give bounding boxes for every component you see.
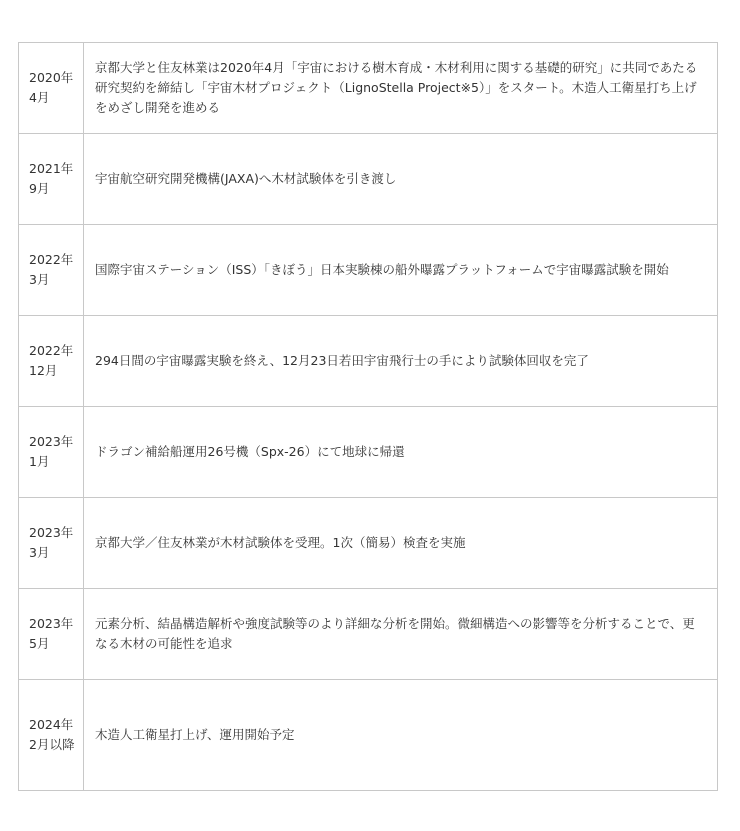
timeline-date: 2023年5月 (19, 589, 84, 680)
timeline-date: 2022年3月 (19, 225, 84, 316)
timeline-row (19, 134, 718, 225)
timeline-description: 木造人工衛星打上げ、運用開始予定 (84, 680, 718, 791)
timeline-description: 294日間の宇宙曝露実験を終え、12月23日若田宇宙飛行士の手により試験体回収を完了 (84, 316, 718, 407)
timeline-date: 2021年9月 (19, 134, 84, 225)
timeline-description: 元素分析、結晶構造解析や強度試験等のより詳細な分析を開始。微細構造への影響等を分析することで、更なる木材の可能性を追求 (84, 589, 718, 680)
timeline-row (19, 316, 718, 407)
timeline-row (19, 589, 718, 680)
timeline-description: 京都大学と住友林業は2020年4月「宇宙における樹木育成・木材利用に関する基礎的研究」に共同であたる研究契約を締結し「宇宙木材プロジェクト（LignoStella Project※5）」をスタート。木造人工衛星打ち上げをめざし開発を進める (84, 43, 718, 134)
timeline-row (19, 225, 718, 316)
timeline-date: 2022年12月 (19, 316, 84, 407)
timeline-row (19, 498, 718, 589)
timeline-date: 2023年1月 (19, 407, 84, 498)
timeline-row (19, 680, 718, 791)
timeline-row (19, 43, 718, 134)
timeline-row (19, 407, 718, 498)
timeline-description: 宇宙航空研究開発機構(JAXA)へ木材試験体を引き渡し (84, 134, 718, 225)
timeline-description: 国際宇宙ステーション（ISS）「きぼう」日本実験棟の船外曝露プラットフォームで宇宙曝露試験を開始 (84, 225, 718, 316)
timeline-date: 2024年2月以降 (19, 680, 84, 791)
timeline-table (18, 42, 718, 791)
timeline-date: 2020年4月 (19, 43, 84, 134)
timeline-date: 2023年3月 (19, 498, 84, 589)
timeline-description: ドラゴン補給船運用26号機（Spx-26）にて地球に帰還 (84, 407, 718, 498)
timeline-description: 京都大学／住友林業が木材試験体を受理。1次（簡易）検査を実施 (84, 498, 718, 589)
